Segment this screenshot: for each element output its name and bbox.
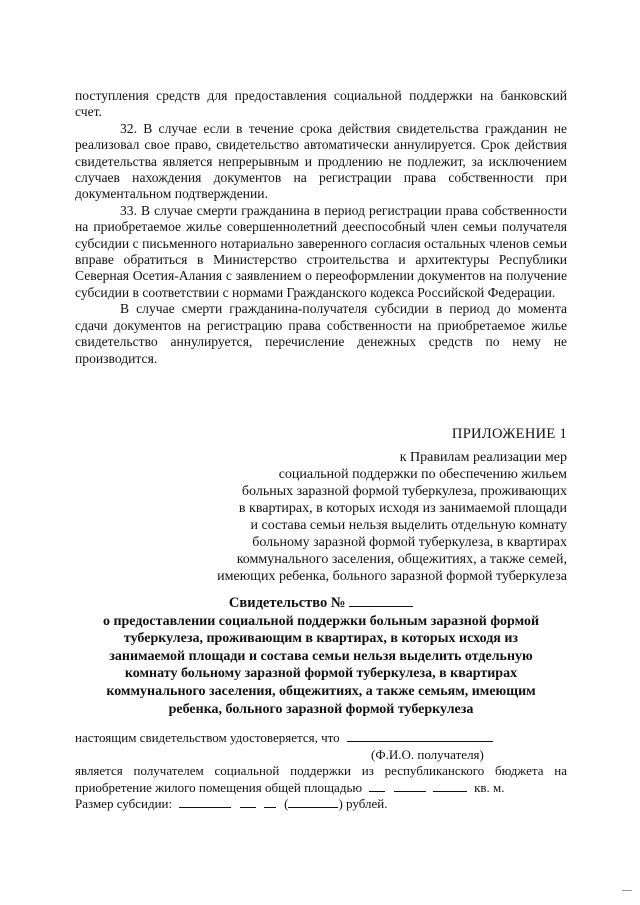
purchase-text: приобретение жилого помещения общей площадью (75, 779, 363, 795)
paragraph-death-before-registration: В случае смерти гражданина-получателя субсидии в период до момента сдачи документов на регистрацию права собственности на приобретаемое жилье свидетельство аннулируется, перечисление денежных средств по нему не производится. (75, 301, 567, 366)
certify-line (75, 730, 567, 747)
subsidy-words-blank (288, 796, 338, 808)
appendix-line: в квартирах, в которых исходя из занимаемой площади (238, 501, 567, 516)
area-blank-2 (394, 780, 426, 792)
appendix-line: и состава семьи нельзя выделить отдельную комнату (250, 518, 567, 533)
document-body (75, 88, 567, 367)
appendix-line: социальной поддержки по обеспечению жильем (278, 467, 567, 482)
area-blank-1 (369, 780, 385, 792)
certificate-title-line: занимаемой площади и состава семьи нельзя выделить отдельную (109, 648, 533, 664)
appendix-line: больных заразной формой туберкулеза, проживающих (241, 484, 567, 499)
name-caption: (Ф.И.О. получателя) (371, 746, 484, 762)
certificate-title-line: ребенка, больного заразной формой туберкулеза (168, 701, 474, 717)
area-unit: кв. м. (474, 779, 505, 795)
certificate-heading (75, 594, 567, 613)
certificate-title-line: комнату больному заразной формой туберкулеза, в квартирах (124, 666, 518, 682)
area-blank-3 (433, 780, 467, 792)
appendix-line: коммунального заселения, общежитиях, а также семей, (236, 552, 567, 567)
subsidy-blank-2 (240, 796, 256, 808)
page-corner-mark (622, 890, 632, 891)
subsidy-words-close-paren: ) (338, 796, 343, 812)
certificate-title (75, 594, 567, 718)
appendix-title: ПРИЛОЖЕНИЕ 1 (451, 426, 567, 442)
purchase-line (75, 780, 567, 797)
certificate-title-line: туберкулеза, проживающим в квартирах, в которых исходя из (123, 631, 519, 647)
appendix-line: больному заразной формой туберкулеза, в квартирах (252, 535, 567, 550)
paragraph-continuation: поступления средств для предоставления социальной поддержки на банковский счет. (75, 88, 567, 120)
certificate-title-line: коммунального заселения, общежитиях, а также семьям, имеющим (106, 683, 536, 699)
appendix-header (147, 426, 567, 585)
subsidy-label: Размер субсидии: (75, 796, 173, 812)
subsidy-blank-1 (179, 796, 231, 808)
subsidy-blank-3 (264, 796, 276, 808)
certificate-heading-text: Свидетельство № (228, 595, 346, 611)
certificate-form (75, 730, 567, 813)
paragraph-32: 32. В случае если в течение срока действия свидетельства гражданин не реализовал свое право, свидетельство автоматически аннулируется. Срок действия свидетельства является непрерывным и продлению не подлежит, за исключением случаев нахождения документов на регистрации права собственности при документальном подтверждении. (75, 120, 567, 202)
subsidy-line (75, 796, 567, 813)
subsidy-words-open-paren: ( (284, 796, 289, 812)
currency-label: рублей. (346, 796, 388, 812)
recipient-line: является получателем социальной поддержки из республиканского бюджета на (75, 763, 567, 779)
certificate-number-blank (349, 594, 413, 607)
certificate-title-line: о предоставлении социальной поддержки больным заразной формой (102, 613, 540, 629)
appendix-line: к Правилам реализации мер (399, 450, 567, 465)
appendix-line: имеющих ребенка, больного заразной формой туберкулеза (217, 569, 567, 584)
recipient-name-blank (347, 730, 493, 742)
certify-text: настоящим свидетельством удостоверяется, что (75, 730, 340, 745)
paragraph-33: 33. В случае смерти гражданина в период регистрации права собственности на приобретаемое жилье совершеннолетний дееспособный член семьи получателя субсидии с письменного нотариально заверенного согласия остальных членов семьи вправе обратиться в Министерство строительства и архитектуры Республики Северная Осетия-Алания с заявлением о переоформлении документов на получение субсидии в соответствии с нормами Гражданского кодекса Российской Федерации. (75, 202, 567, 300)
